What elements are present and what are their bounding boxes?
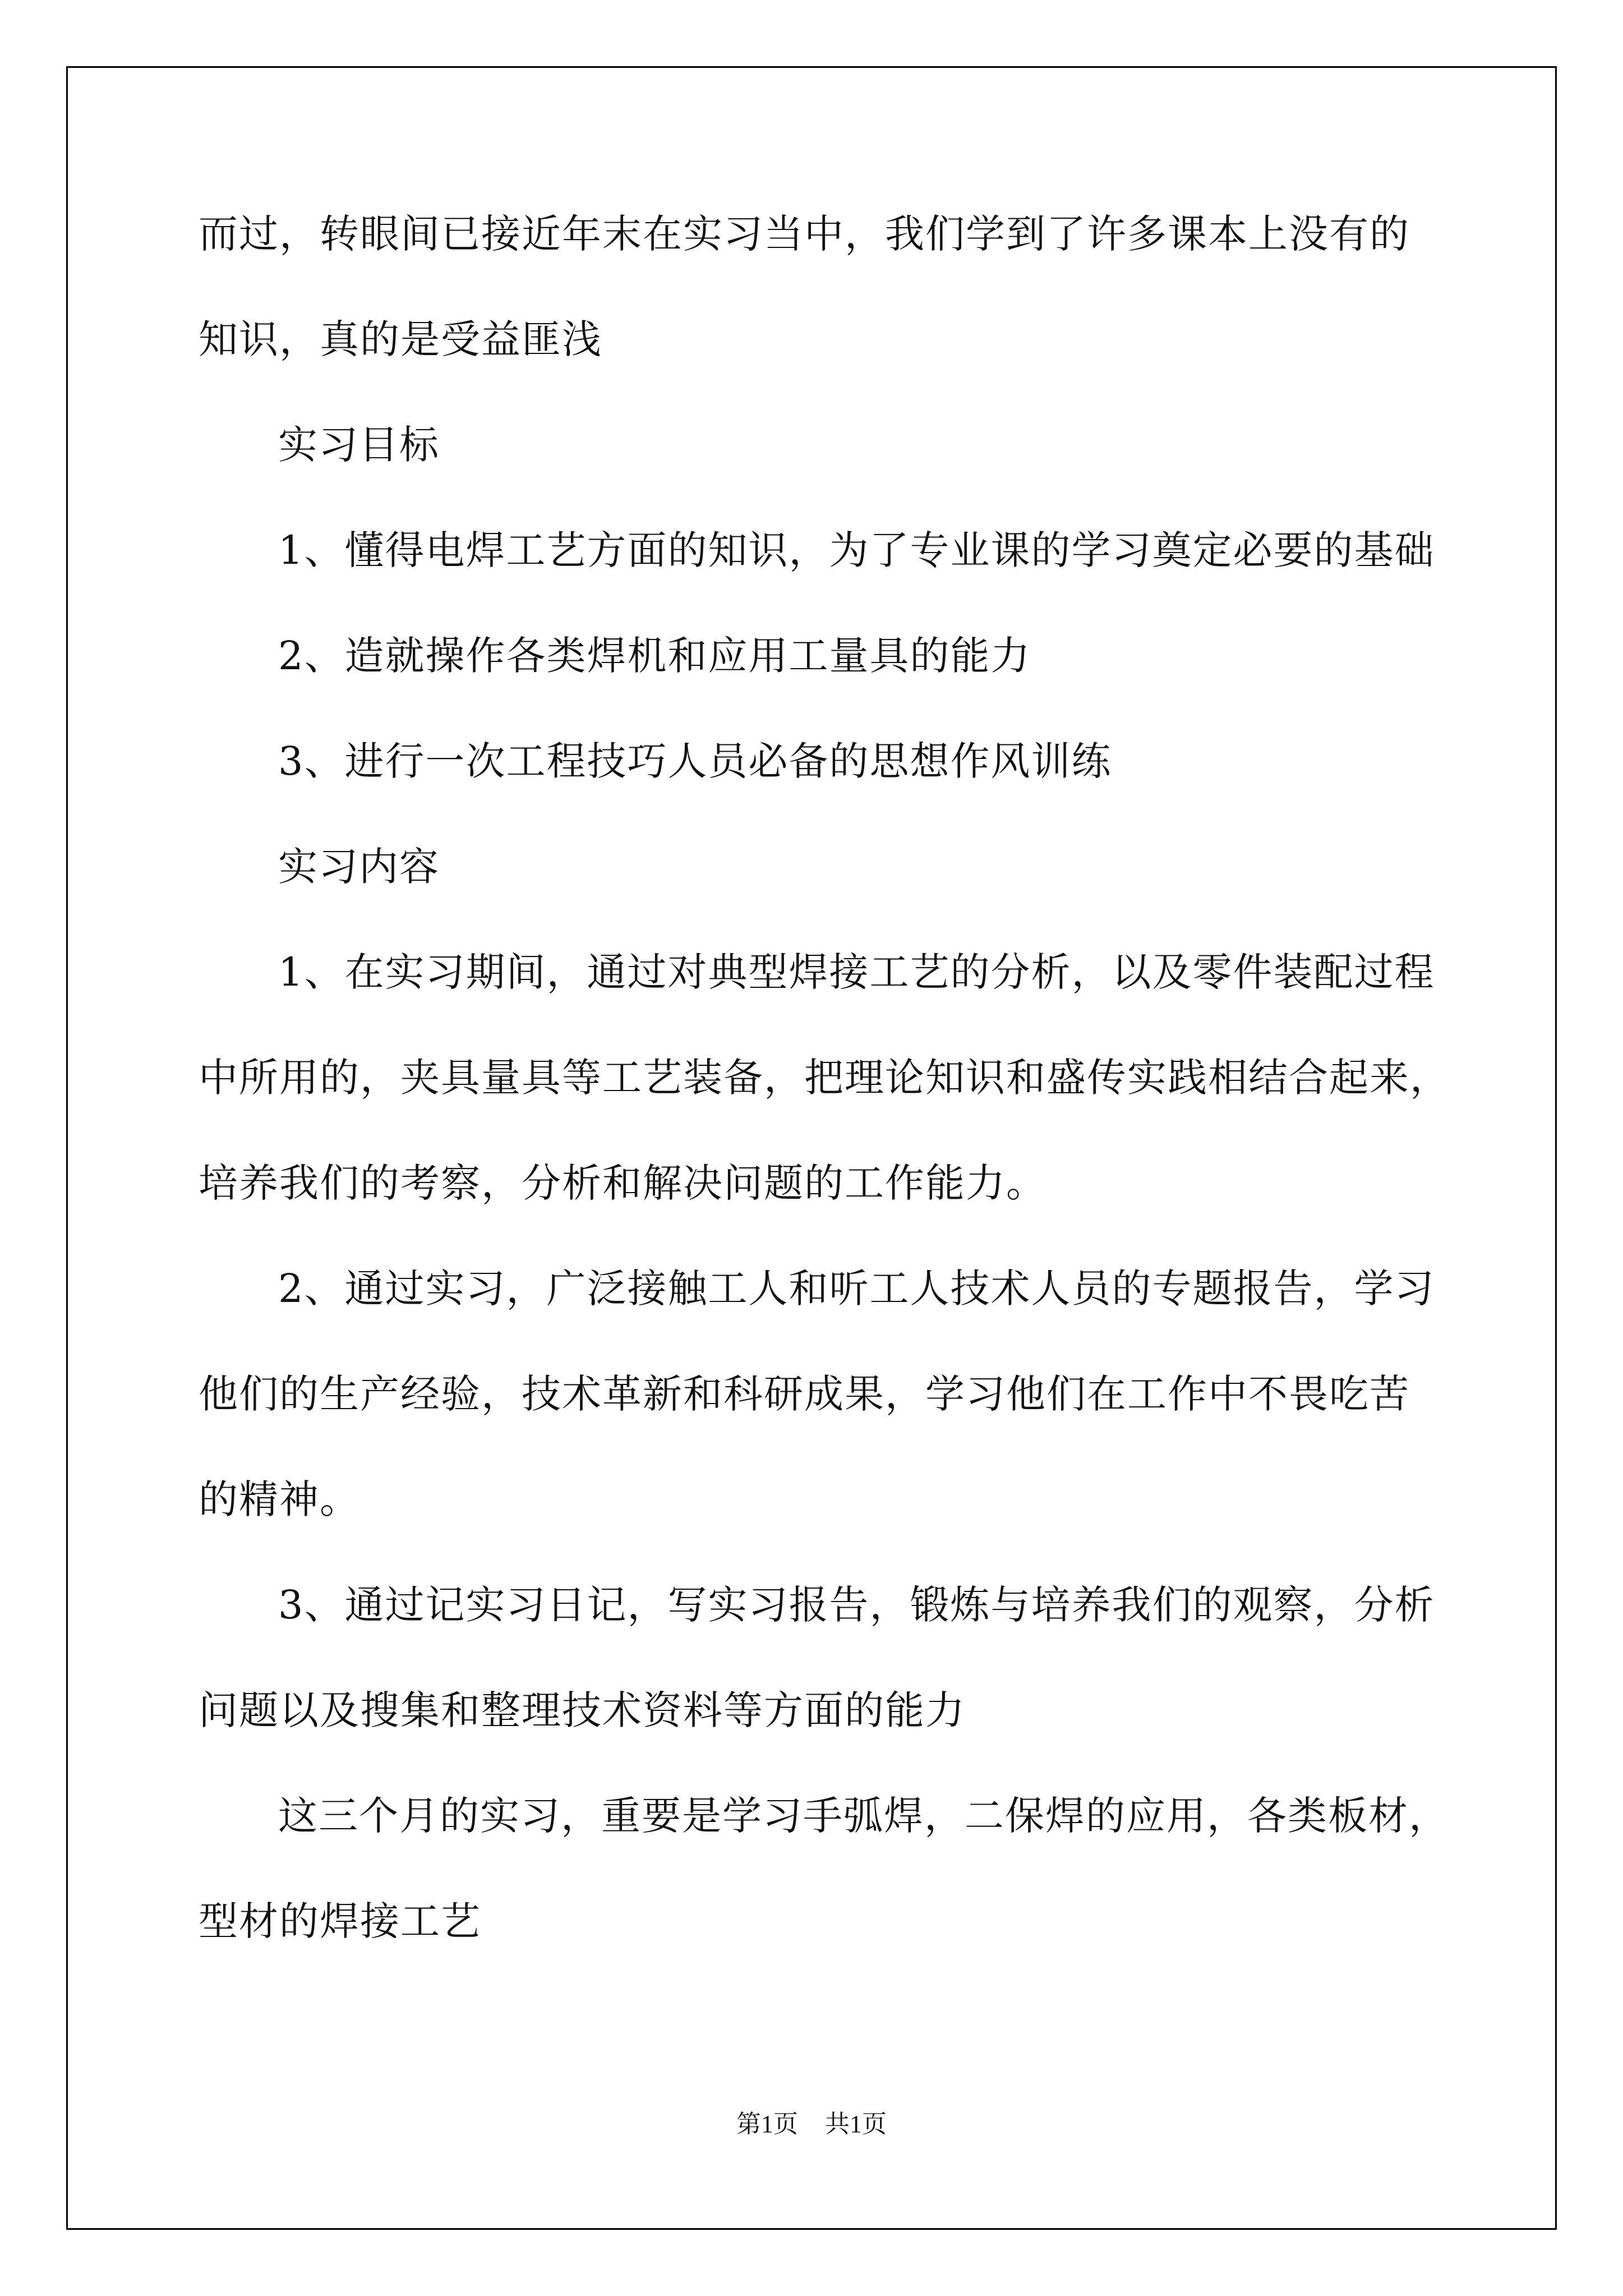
section-heading-goals: 实习目标 (278, 422, 440, 468)
paragraph: 这三个月的实习，重要是学习手弧焊，二保焊的应用，各类板材， (278, 1793, 1449, 1839)
text-line: 培养我们的考察，分析和解决问题的工作能力。 (199, 1160, 1046, 1206)
text-line: 型材的焊接工艺 (199, 1898, 481, 1944)
content-item: 2、通过实习，广泛接触工人和听工人技术人员的专题报告，学习 (278, 1266, 1435, 1312)
content-item: 3、通过记实习日记，写实习报告，锻炼与培养我们的观察，分析 (278, 1582, 1435, 1628)
page-total: 共1页 (825, 2110, 887, 2138)
document-body (199, 211, 1450, 2007)
text-line: 他们的生产经验，技术革新和科研成果，学习他们在工作中不畏吃苦 (199, 1371, 1410, 1417)
text-line: 的精神。 (199, 1476, 360, 1522)
content-item: 1、在实习期间，通过对典型焊接工艺的分析，以及零件装配过程 (278, 949, 1435, 995)
text-line: 问题以及搜集和整理技术资料等方面的能力 (199, 1687, 966, 1733)
goal-item: 2、造就操作各类焊机和应用工量具的能力 (278, 633, 1031, 679)
text-line: 知识，真的是受益匪浅 (199, 316, 602, 362)
page-footer (0, 2110, 1623, 2138)
text-line: 而过，转眼间已接近年末在实习当中，我们学到了许多课本上没有的 (199, 211, 1410, 257)
goal-item: 1、懂得电焊工艺方面的知识，为了专业课的学习奠定必要的基础 (278, 527, 1435, 573)
text-line: 中所用的，夹具量具等工艺装备，把理论知识和盛传实践相结合起来， (199, 1055, 1450, 1101)
goal-item: 3、进行一次工程技巧人员必备的思想作风训练 (278, 738, 1112, 784)
page-number: 第1页 (736, 2110, 798, 2138)
section-heading-content: 实习内容 (278, 844, 440, 890)
